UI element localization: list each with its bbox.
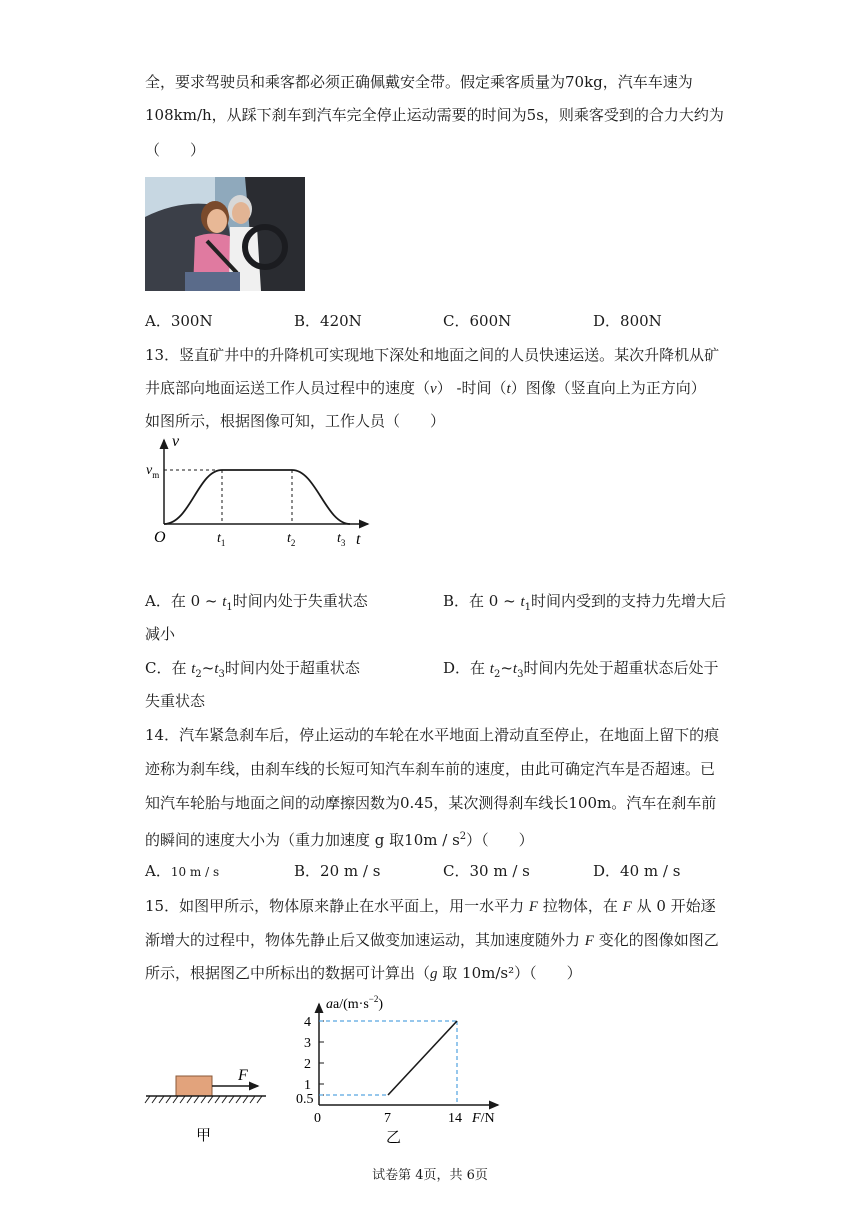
q13-option-d: D．在 $t_2\sim t_3$时间内先处于超重状态后处于: [443, 659, 719, 680]
q12-option-c: C．600N: [443, 312, 512, 330]
t1-label: $t_1$: [217, 531, 226, 548]
a-f-line: [388, 1021, 457, 1095]
q12-option-d: D．800N: [593, 312, 662, 330]
tick-label-1: 1: [304, 1078, 311, 1093]
vm-label: $v_m$: [146, 463, 160, 480]
seatbelt-photo: [145, 177, 305, 291]
x-tick-label-14: 14: [448, 1111, 462, 1126]
page-footer: 试卷第 4页，共 6页: [372, 1168, 488, 1183]
block: [176, 1076, 212, 1096]
q14-line-1: 14．汽车紧急刹车后，停止运动的车轮在水平地面上滑动直至停止，在地面上留下的痕: [145, 726, 720, 744]
q13-line-3: 如图所示，根据图像可知，工作人员（ ）: [145, 412, 446, 430]
origin-label: O: [154, 529, 166, 546]
q14-option-a: A．10 m / s: [145, 862, 220, 880]
t2-label: $t_2$: [287, 531, 296, 548]
q15-line-1: 15．如图甲所示，物体原来静止在水平面上，用一水平力 F 拉物体，在 F 从 0 开始逐: [145, 897, 716, 915]
f-axis-label: F/N: [472, 1111, 495, 1126]
tick-label-0.5: 0.5: [296, 1092, 314, 1107]
a-axis-label: $aa/(m\cdot s^{-2})$: [326, 994, 384, 1012]
q12-answer-paren: （ ）: [145, 141, 206, 159]
q14-line-4: 的瞬间的速度大小为（重力加速度 g 取$10m / s^2$）（ ）: [145, 831, 534, 849]
q13-line-1: 13．竖直矿井中的升降机可实现地下深处和地面之间的人员快速运送。某次升降机从矿: [145, 346, 720, 364]
q15-line-2: 渐增大的过程中，物体先静止后又做变加速运动，其加速度随外力 F 变化的图像如图乙: [145, 931, 719, 949]
q13-velocity-time-graph: [140, 432, 380, 552]
q15-line-3: 所示，根据图乙中所标出的数据可计算出（g 取 10m/s²）（ ）: [145, 964, 582, 982]
q13-option-b-cont: 减小: [145, 625, 176, 643]
q13-line-2: 井底部向地面运送工作人员过程中的速度（v） -时间（t）图像（竖直向上为正方向）: [145, 379, 706, 397]
figure-jia: [140, 1060, 280, 1150]
v-axis-label: v: [172, 433, 180, 450]
t-axis-label: t: [356, 531, 361, 548]
q12-line-1: 全，要求驾驶员和乘客都必须正确佩戴安全带。假定乘客质量为70kg，汽车车速为: [145, 73, 693, 91]
figure-yi-caption: 乙: [386, 1130, 402, 1146]
q13-option-b: B．在 0 ~ $t_1$时间内受到的支持力先增大后: [443, 592, 727, 613]
t3-label: $t_3$: [337, 531, 346, 548]
q12-option-a: A．300N: [145, 312, 213, 330]
q13-option-a: A．在 0 ~ $t_1$时间内处于失重状态: [145, 592, 368, 613]
q14-option-c: C．30 m / s: [443, 862, 530, 880]
figure-jia-caption: 甲: [196, 1128, 212, 1144]
q13-option-d-cont: 失重状态: [145, 692, 206, 710]
x-tick-label-0: 0: [314, 1111, 321, 1126]
q14-option-d: D．40 m / s: [593, 862, 681, 880]
tick-label-3: 3: [304, 1036, 311, 1051]
q12-option-b: B．420N: [294, 312, 362, 330]
q13-option-c: C．在 $t_2\sim t_3$时间内处于超重状态: [145, 659, 360, 680]
q14-line-3: 知汽车轮胎与地面之间的动摩擦因数为0.45，某次测得刹车线长100m。汽车在刹车前: [145, 794, 717, 812]
tick-label-2: 2: [304, 1057, 311, 1072]
force-label: F: [238, 1067, 248, 1084]
velocity-curve: [164, 470, 350, 524]
tick-label-4: 4: [304, 1015, 311, 1030]
figure-yi-graph: [290, 990, 520, 1150]
q14-line-2: 迹称为刹车线，由刹车线的长短可知汽车刹车前的速度，由此可确定汽车是否超速。已: [145, 760, 716, 778]
q14-option-b: B．20 m / s: [294, 862, 381, 880]
q12-line-2: 108km/h，从踩下刹车到汽车完全停止运动需要的时间为5s，则乘客受到的合力大约为: [145, 106, 724, 124]
x-tick-label-7: 7: [384, 1111, 391, 1126]
